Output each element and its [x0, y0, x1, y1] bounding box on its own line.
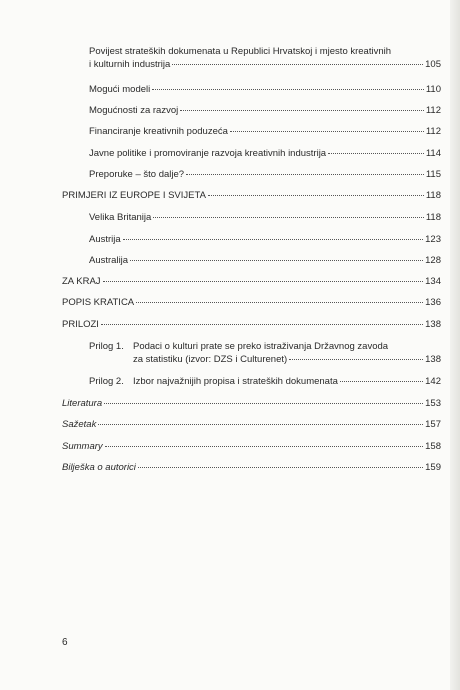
toc-entry: [89, 45, 441, 71]
toc-entry: [62, 440, 441, 453]
leader-dots: [180, 110, 424, 111]
toc-entry-title: PRILOZI: [62, 319, 99, 330]
toc-page-number: 138: [425, 319, 441, 330]
toc-page-number: 112: [425, 105, 441, 116]
toc-entry: [89, 233, 441, 246]
toc-entry-title: za statistiku (izvor: DZS i Culturenet): [133, 354, 288, 365]
toc-entry: [89, 147, 441, 160]
toc-entry: [89, 83, 441, 96]
toc-page-number: 118: [425, 212, 441, 223]
toc-page-number: 142: [425, 376, 441, 387]
toc-entry: [62, 418, 441, 431]
toc-page-number: 153: [425, 398, 441, 409]
leader-dots: [130, 260, 423, 261]
toc-entry-title: Sažetak: [62, 419, 97, 430]
toc-page-number: 158: [425, 441, 441, 452]
toc-entry: [89, 168, 441, 181]
toc-entry-title: Financiranje kreativnih poduzeća: [89, 126, 228, 137]
toc-entry-title: Mogućnosti za razvoj: [89, 105, 179, 116]
page-number: 6: [62, 637, 68, 648]
leader-dots: [172, 64, 423, 65]
toc-entry: [133, 340, 441, 366]
toc-page-number: 138: [425, 354, 441, 365]
toc-entry-title: Preporuke – što dalje?: [89, 169, 185, 180]
toc-entry: [62, 189, 441, 202]
leader-dots: [153, 217, 424, 218]
toc-entry-title: PRIMJERI IZ EUROPE I SVIJETA: [62, 190, 206, 201]
leader-dots: [328, 153, 424, 154]
page-edge: [450, 0, 460, 690]
toc-entry: [89, 254, 441, 267]
toc-page-number: 136: [425, 297, 441, 308]
toc-page-number: 112: [425, 126, 441, 137]
leader-dots: [152, 89, 424, 90]
toc-entry-title: Summary: [62, 441, 103, 452]
appendix-label: Prilog 2.: [89, 376, 124, 387]
toc-entry-title: i kulturnih industrija: [89, 59, 171, 70]
leader-dots: [289, 359, 423, 360]
leader-dots: [103, 281, 424, 282]
leader-dots: [340, 381, 423, 382]
toc-entry-title-line1: Povijest strateških dokumenata u Republici Hrvatskoj i mjesto kreativnih: [89, 46, 392, 57]
toc-entry-title: POPIS KRATICA: [62, 297, 135, 308]
toc-entry-title: Austrija: [89, 234, 121, 245]
toc-entry: [62, 461, 441, 474]
toc-entry: [89, 104, 441, 117]
leader-dots: [98, 424, 423, 425]
toc-page-number: 114: [425, 148, 441, 159]
leader-dots: [138, 467, 423, 468]
toc-entry: [62, 275, 441, 288]
toc-page-number: 123: [425, 234, 441, 245]
toc-entry-title: Javne politike i promoviranje razvoja kreativnih industrija: [89, 148, 327, 159]
leader-dots: [101, 324, 423, 325]
toc-entry-title: ZA KRAJ: [62, 276, 101, 287]
toc-entry: [133, 375, 441, 388]
toc-entry: [62, 296, 441, 309]
toc-entry-title-line1: Podaci o kulturi prate se preko istraživanja Državnog zavoda: [133, 341, 389, 352]
leader-dots: [104, 403, 423, 404]
toc-page-number: 134: [425, 276, 441, 287]
toc-entry: [62, 318, 441, 331]
toc-entry-title: Australija: [89, 255, 129, 266]
leader-dots: [230, 131, 424, 132]
toc-entry-title: Izbor najvažnijih propisa i strateških dokumenata: [133, 376, 338, 387]
toc-page-number: 159: [425, 462, 441, 473]
toc-entry-title: Bilješka o autorici: [62, 462, 136, 473]
toc-entry: [89, 125, 441, 138]
toc-page-number: 115: [425, 169, 441, 180]
appendix-label: Prilog 1.: [89, 341, 124, 352]
toc-entry-title: Literatura: [62, 398, 103, 409]
toc-entry: [89, 211, 441, 224]
leader-dots: [105, 446, 423, 447]
toc-page-number: 118: [425, 190, 441, 201]
leader-dots: [136, 302, 423, 303]
toc-entry-title: Mogući modeli: [89, 84, 151, 95]
leader-dots: [123, 239, 423, 240]
leader-dots: [186, 174, 424, 175]
toc-page-number: 157: [425, 419, 441, 430]
toc-page-number: 110: [425, 84, 441, 95]
toc-entry-title: Velika Britanija: [89, 212, 152, 223]
toc-entry: [62, 397, 441, 410]
toc-page-number: 128: [425, 255, 441, 266]
toc-page-number: 105: [425, 59, 441, 70]
leader-dots: [208, 195, 424, 196]
